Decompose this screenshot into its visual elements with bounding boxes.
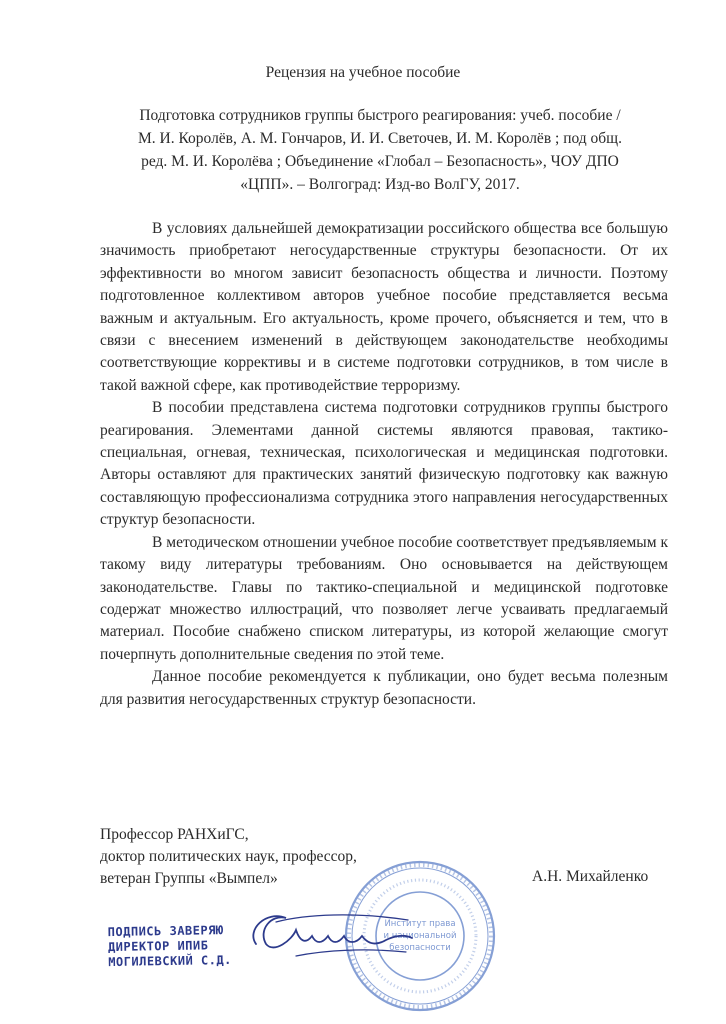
- paragraph: В пособии представлена система подготовки сотрудников группы быстрого реагирования. Элементами данной системы являются правовая, тактико-специальная, огневая, техническая, психологическая и медицинская подготовки. Авторы оставляют для практических занятий физическую подготовку как важную составляющую профессионализма сотрудника этого направления негосударственных структур безопасности.: [100, 399, 668, 529]
- biblio-line: Подготовка сотрудников группы быстрого реагирования: учеб. пособие /: [139, 107, 621, 124]
- review-body: [100, 218, 668, 711]
- biblio-line: ред. М. И. Королёва ; Объединение «Глобал – Безопасность», ЧОУ ДПО: [141, 153, 619, 170]
- seal-center-text: Институт права: [384, 919, 456, 929]
- signatory-affiliation: ветеран Группы «Вымпел»: [100, 870, 278, 887]
- seal-center-text: безопасности: [389, 943, 451, 953]
- stamp-line: ПОДПИСЬ ЗАВЕРЯЮ: [107, 923, 224, 940]
- signatory-credentials: [100, 824, 357, 890]
- stamp-line: МОГИЛЕВСКИЙ С.Д.: [108, 952, 232, 970]
- signatory-position: Профессор РАНХиГС,: [100, 826, 249, 843]
- stamp-line: ДИРЕКТОР ИПИБ: [107, 938, 209, 955]
- certification-stamp: [108, 923, 232, 970]
- biblio-line: М. И. Королёв, А. М. Гончаров, И. И. Светочев, И. М. Королёв ; под общ.: [137, 130, 622, 147]
- seal-center-text: и национальной: [383, 931, 457, 941]
- handwritten-signature: [236, 900, 416, 970]
- signatory-name: А.Н. Михайленко: [532, 868, 649, 885]
- paragraph: В методическом отношении учебное пособие соответствует предъявляемым к такому виду литературы требованиям. Оно основывается на действующем законодательстве. Главы по тактико-специальной и медицинской подготовке содержат множество иллюстраций, что позволяет легче усваивать предлагаемый материал. Пособие снабжено списком литературы, из которой желающие смогут почерпнуть дополнительные сведения по этой теме.: [100, 533, 668, 663]
- biblio-line: «ЦПП». – Волгоград: Изд-во ВолГУ, 2017.: [240, 176, 520, 193]
- document-title: Рецензия на учебное пособие: [265, 64, 461, 81]
- signatory-degree: доктор политических наук, профессор,: [100, 848, 357, 865]
- paragraph: Данное пособие рекомендуется к публикации, оно будет весьма полезным для развития негосударственных структур безопасности.: [100, 668, 668, 708]
- bibliographic-reference: [100, 104, 660, 196]
- paragraph: В условиях дальнейшей демократизации российского общества все большую значимость приобретают негосударственные структуры безопасности. От их эффективности во многом зависит безопасность общества и личности. Поэтому подготовленное коллективом авторов учебное пособие представляется весьма важным и актуальным. Его актуальность, кроме прочего, объясняется и тем, что в связи с внесением изменений в действующем законодательстве необходимы соответствующие коррективы и в системе подготовки сотрудников, в том числе в такой важной сфере, как противодействие терроризму.: [100, 220, 668, 394]
